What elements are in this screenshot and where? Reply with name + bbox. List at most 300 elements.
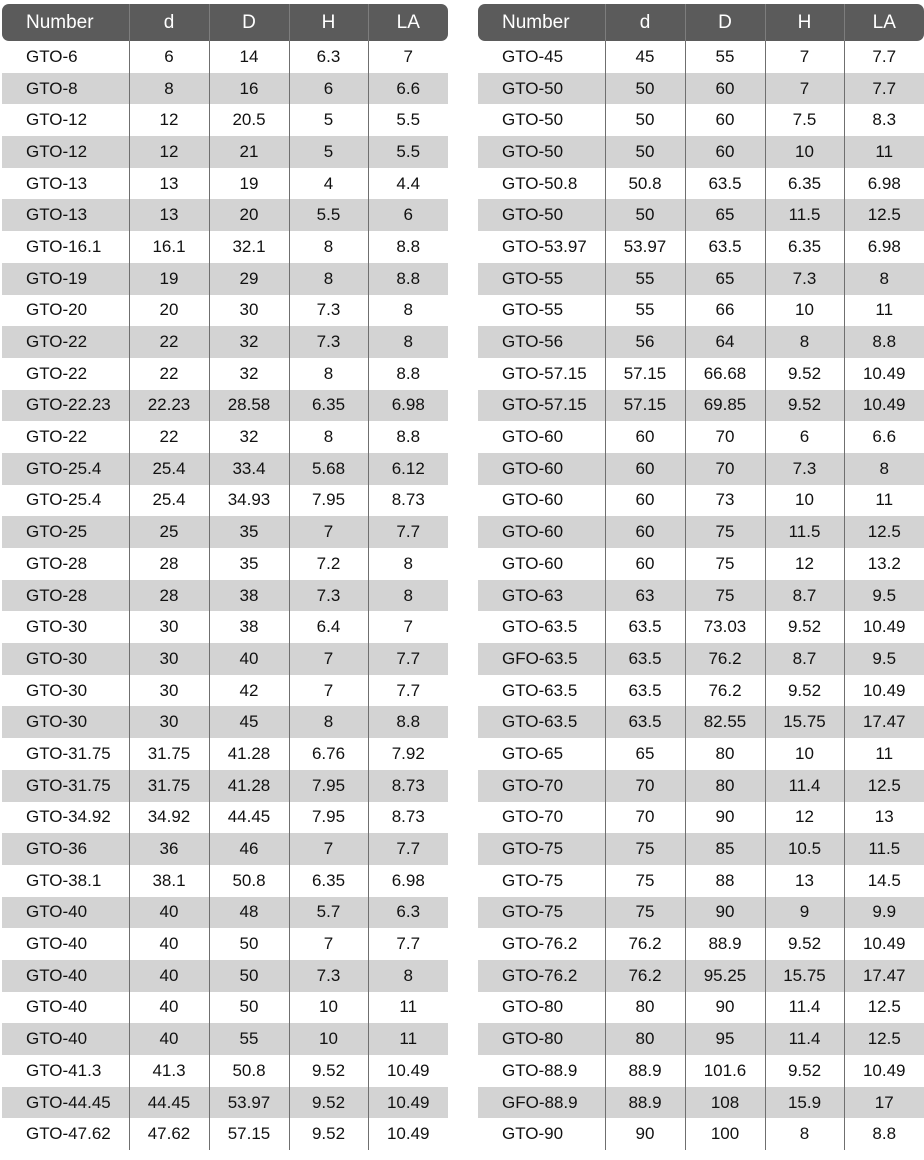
table-row [2,675,448,707]
cell-H: 6.35 [289,390,368,422]
table-row [478,1087,924,1119]
cell-d: 31.75 [129,738,209,770]
cell-D: 45 [209,706,289,738]
table-row [478,675,924,707]
cell-H: 5 [289,104,368,136]
cell-d: 25.4 [129,485,209,517]
cell-D: 21 [209,136,289,168]
cell-LA: 5.5 [368,104,448,136]
cell-number: GTO-60 [478,421,605,453]
cell-number: GTO-60 [478,485,605,517]
cell-H: 8 [289,231,368,263]
cell-number: GTO-40 [2,960,129,992]
cell-number: GTO-36 [2,833,129,865]
cell-LA: 6.12 [368,453,448,485]
cell-number: GTO-31.75 [2,738,129,770]
cell-number: GTO-50 [478,104,605,136]
cell-d: 60 [605,453,685,485]
cell-d: 75 [605,833,685,865]
table-row [2,516,448,548]
cell-D: 63.5 [685,168,765,200]
cell-D: 33.4 [209,453,289,485]
cell-number: GTO-40 [2,992,129,1024]
cell-LA: 17.47 [844,706,924,738]
cell-d: 47.62 [129,1118,209,1150]
cell-LA: 11 [844,295,924,327]
cell-d: 88.9 [605,1055,685,1087]
cell-d: 80 [605,1023,685,1055]
cell-H: 8 [289,358,368,390]
cell-D: 95 [685,1023,765,1055]
table-row [2,548,448,580]
cell-LA: 5.5 [368,136,448,168]
cell-number: GTO-57.15 [478,390,605,422]
cell-LA: 8.73 [368,770,448,802]
cell-number: GTO-50.8 [478,168,605,200]
cell-H: 10 [765,136,844,168]
cell-number: GTO-63 [478,580,605,612]
cell-D: 35 [209,516,289,548]
cell-d: 60 [605,516,685,548]
cell-D: 50 [209,960,289,992]
cell-LA: 8 [368,548,448,580]
cell-H: 10.5 [765,833,844,865]
table-row [478,1055,924,1087]
table-row [478,770,924,802]
table-row [478,358,924,390]
cell-D: 80 [685,738,765,770]
cell-D: 20 [209,199,289,231]
cell-H: 6.35 [765,168,844,200]
cell-d: 60 [605,485,685,517]
cell-D: 60 [685,136,765,168]
cell-LA: 8 [368,326,448,358]
table-row [2,833,448,865]
cell-d: 36 [129,833,209,865]
cell-D: 38 [209,611,289,643]
cell-H: 7.3 [765,453,844,485]
cell-LA: 8.3 [844,104,924,136]
cell-H: 8 [289,263,368,295]
cell-d: 63.5 [605,643,685,675]
cell-d: 63.5 [605,675,685,707]
cell-number: GTO-60 [478,453,605,485]
cell-D: 66 [685,295,765,327]
cell-number: GTO-56 [478,326,605,358]
cell-H: 7 [289,833,368,865]
cell-d: 80 [605,992,685,1024]
cell-LA: 7.7 [368,833,448,865]
cell-d: 28 [129,548,209,580]
table-row [478,104,924,136]
cell-LA: 8 [368,295,448,327]
cell-LA: 10.49 [844,358,924,390]
cell-D: 29 [209,263,289,295]
cell-d: 70 [605,770,685,802]
cell-LA: 8 [844,453,924,485]
cell-D: 55 [209,1023,289,1055]
cell-number: GTO-16.1 [2,231,129,263]
cell-number: GTO-20 [2,295,129,327]
table-row [2,865,448,897]
cell-D: 75 [685,580,765,612]
cell-D: 30 [209,295,289,327]
cell-H: 6.4 [289,611,368,643]
cell-LA: 6.3 [368,897,448,929]
cell-D: 34.93 [209,485,289,517]
cell-D: 40 [209,643,289,675]
cell-D: 88 [685,865,765,897]
cell-H: 9.52 [765,675,844,707]
table-row [2,104,448,136]
column-header-number: Number [2,4,129,41]
cell-LA: 6.6 [844,421,924,453]
cell-number: GTO-22 [2,326,129,358]
cell-H: 9.52 [765,611,844,643]
cell-LA: 11.5 [844,833,924,865]
cell-LA: 8.8 [368,421,448,453]
table-row [2,168,448,200]
table-row [478,548,924,580]
cell-d: 50.8 [605,168,685,200]
cell-H: 7 [765,73,844,105]
cell-LA: 8.8 [368,263,448,295]
cell-LA: 12.5 [844,516,924,548]
cell-H: 7 [289,516,368,548]
cell-number: GTO-55 [478,263,605,295]
cell-D: 100 [685,1118,765,1150]
cell-D: 57.15 [209,1118,289,1150]
cell-LA: 11 [368,992,448,1024]
cell-number: GTO-13 [2,199,129,231]
cell-D: 32 [209,358,289,390]
table-row [478,992,924,1024]
cell-D: 44.45 [209,802,289,834]
cell-number: GTO-31.75 [2,770,129,802]
cell-H: 5 [289,136,368,168]
table-row [2,295,448,327]
cell-d: 76.2 [605,960,685,992]
cell-D: 90 [685,897,765,929]
cell-number: GTO-65 [478,738,605,770]
cell-H: 7.2 [289,548,368,580]
table-row [2,1055,448,1087]
cell-LA: 12.5 [844,770,924,802]
cell-number: GTO-25.4 [2,453,129,485]
cell-number: GTO-30 [2,675,129,707]
cell-D: 32 [209,326,289,358]
table-row [2,802,448,834]
cell-H: 8 [289,706,368,738]
cell-d: 55 [605,263,685,295]
cell-H: 6.76 [289,738,368,770]
cell-number: GTO-63.5 [478,706,605,738]
cell-number: GTO-80 [478,992,605,1024]
cell-number: GTO-75 [478,897,605,929]
cell-D: 66.68 [685,358,765,390]
cell-D: 50 [209,928,289,960]
cell-LA: 8.8 [844,1118,924,1150]
table-row [478,485,924,517]
table-row [478,168,924,200]
cell-H: 7 [289,643,368,675]
cell-number: GTO-22.23 [2,390,129,422]
cell-D: 70 [685,453,765,485]
cell-D: 50.8 [209,865,289,897]
cell-d: 30 [129,706,209,738]
cell-H: 15.75 [765,706,844,738]
table-row [478,833,924,865]
cell-D: 82.55 [685,706,765,738]
cell-D: 65 [685,263,765,295]
cell-d: 31.75 [129,770,209,802]
cell-number: GTO-28 [2,548,129,580]
cell-d: 12 [129,136,209,168]
cell-d: 75 [605,897,685,929]
cell-number: GTO-53.97 [478,231,605,263]
column-header-d: d [605,4,685,41]
cell-H: 5.7 [289,897,368,929]
cell-H: 10 [765,295,844,327]
cell-d: 40 [129,1023,209,1055]
cell-H: 9.52 [765,928,844,960]
table-row [478,421,924,453]
cell-D: 20.5 [209,104,289,136]
table-row [2,390,448,422]
cell-LA: 7.7 [844,73,924,105]
cell-d: 40 [129,992,209,1024]
table-row [2,580,448,612]
cell-LA: 14.5 [844,865,924,897]
cell-H: 11.5 [765,199,844,231]
cell-LA: 7.7 [844,41,924,73]
cell-d: 20 [129,295,209,327]
cell-LA: 8.73 [368,802,448,834]
table-row [478,516,924,548]
table-row [2,897,448,929]
cell-LA: 11 [844,738,924,770]
cell-D: 14 [209,41,289,73]
cell-D: 60 [685,73,765,105]
cell-H: 5.68 [289,453,368,485]
cell-H: 7.3 [289,960,368,992]
cell-H: 15.75 [765,960,844,992]
table-row [2,358,448,390]
cell-H: 8.7 [765,580,844,612]
table-row [478,643,924,675]
cell-D: 38 [209,580,289,612]
table-row [2,928,448,960]
cell-number: GTO-38.1 [2,865,129,897]
table-row [478,231,924,263]
cell-LA: 10.49 [844,611,924,643]
cell-D: 19 [209,168,289,200]
table-row [2,706,448,738]
cell-d: 63 [605,580,685,612]
cell-LA: 7.92 [368,738,448,770]
cell-LA: 8 [368,960,448,992]
cell-number: GTO-63.5 [478,675,605,707]
cell-LA: 17.47 [844,960,924,992]
cell-d: 25.4 [129,453,209,485]
spec-table-left [2,4,448,1150]
cell-number: GTO-57.15 [478,358,605,390]
cell-H: 11.4 [765,992,844,1024]
cell-LA: 8.8 [368,358,448,390]
table-row [478,611,924,643]
cell-d: 88.9 [605,1087,685,1119]
cell-LA: 7.7 [368,516,448,548]
table-body-left [2,41,448,1150]
table-row [478,738,924,770]
cell-LA: 13.2 [844,548,924,580]
cell-LA: 7.7 [368,675,448,707]
table-row [478,263,924,295]
cell-d: 22.23 [129,390,209,422]
cell-number: GTO-30 [2,706,129,738]
table-row [478,1118,924,1150]
cell-d: 40 [129,928,209,960]
cell-d: 60 [605,548,685,580]
cell-H: 7.5 [765,104,844,136]
cell-LA: 7 [368,611,448,643]
cell-number: GTO-80 [478,1023,605,1055]
cell-D: 32 [209,421,289,453]
cell-number: GTO-40 [2,928,129,960]
cell-D: 73.03 [685,611,765,643]
cell-d: 56 [605,326,685,358]
cell-H: 9.52 [765,390,844,422]
cell-D: 80 [685,770,765,802]
cell-number: GFO-63.5 [478,643,605,675]
column-header-d: d [129,4,209,41]
table-row [478,706,924,738]
cell-H: 11.4 [765,1023,844,1055]
cell-D: 76.2 [685,675,765,707]
cell-H: 6.3 [289,41,368,73]
table-row [478,390,924,422]
cell-D: 73 [685,485,765,517]
cell-d: 63.5 [605,611,685,643]
cell-number: GTO-40 [2,1023,129,1055]
cell-number: GTO-55 [478,295,605,327]
cell-LA: 17 [844,1087,924,1119]
cell-d: 30 [129,611,209,643]
cell-d: 8 [129,73,209,105]
cell-H: 15.9 [765,1087,844,1119]
cell-d: 63.5 [605,706,685,738]
cell-d: 6 [129,41,209,73]
cell-d: 70 [605,802,685,834]
cell-LA: 8.73 [368,485,448,517]
cell-number: GTO-75 [478,865,605,897]
cell-d: 53.97 [605,231,685,263]
cell-LA: 10.49 [368,1087,448,1119]
cell-LA: 10.49 [844,675,924,707]
cell-number: GTO-34.92 [2,802,129,834]
cell-d: 22 [129,421,209,453]
cell-H: 5.5 [289,199,368,231]
cell-d: 41.3 [129,1055,209,1087]
cell-LA: 12.5 [844,199,924,231]
cell-d: 57.15 [605,358,685,390]
column-header-H: H [765,4,844,41]
cell-LA: 11 [844,136,924,168]
cell-D: 46 [209,833,289,865]
cell-d: 40 [129,897,209,929]
cell-H: 9.52 [765,358,844,390]
cell-number: GTO-50 [478,73,605,105]
cell-LA: 6.98 [844,231,924,263]
cell-LA: 6.6 [368,73,448,105]
table-row [2,1118,448,1150]
cell-LA: 8.8 [368,706,448,738]
cell-number: GFO-88.9 [478,1087,605,1119]
cell-d: 50 [605,73,685,105]
table-row [478,897,924,929]
column-header-H: H [289,4,368,41]
table-row [478,73,924,105]
cell-number: GTO-90 [478,1118,605,1150]
cell-H: 10 [765,485,844,517]
cell-D: 41.28 [209,738,289,770]
cell-d: 50 [605,104,685,136]
cell-d: 55 [605,295,685,327]
cell-H: 9 [765,897,844,929]
table-row [478,136,924,168]
cell-LA: 10.49 [368,1055,448,1087]
table-row [2,485,448,517]
cell-LA: 12.5 [844,1023,924,1055]
cell-LA: 10.49 [844,1055,924,1087]
table-row [478,453,924,485]
cell-number: GTO-25.4 [2,485,129,517]
cell-d: 22 [129,326,209,358]
cell-LA: 11 [368,1023,448,1055]
table-row [2,643,448,675]
cell-H: 8 [765,1118,844,1150]
table-header-row [2,4,448,41]
cell-LA: 6 [368,199,448,231]
table-row [478,295,924,327]
cell-D: 32.1 [209,231,289,263]
cell-D: 69.85 [685,390,765,422]
cell-d: 76.2 [605,928,685,960]
cell-H: 7.95 [289,802,368,834]
table-row [478,580,924,612]
cell-LA: 6.98 [844,168,924,200]
cell-H: 9.52 [765,1055,844,1087]
table-row [2,960,448,992]
table-row [478,802,924,834]
cell-D: 28.58 [209,390,289,422]
cell-number: GTO-41.3 [2,1055,129,1087]
cell-LA: 4.4 [368,168,448,200]
cell-LA: 12.5 [844,992,924,1024]
cell-H: 4 [289,168,368,200]
cell-number: GTO-19 [2,263,129,295]
cell-D: 60 [685,104,765,136]
cell-number: GTO-25 [2,516,129,548]
table-row [2,421,448,453]
table-header-row [478,4,924,41]
cell-H: 11.4 [765,770,844,802]
cell-H: 9.52 [289,1055,368,1087]
cell-LA: 7.7 [368,643,448,675]
cell-number: GTO-12 [2,104,129,136]
cell-d: 16.1 [129,231,209,263]
table-row [2,1023,448,1055]
